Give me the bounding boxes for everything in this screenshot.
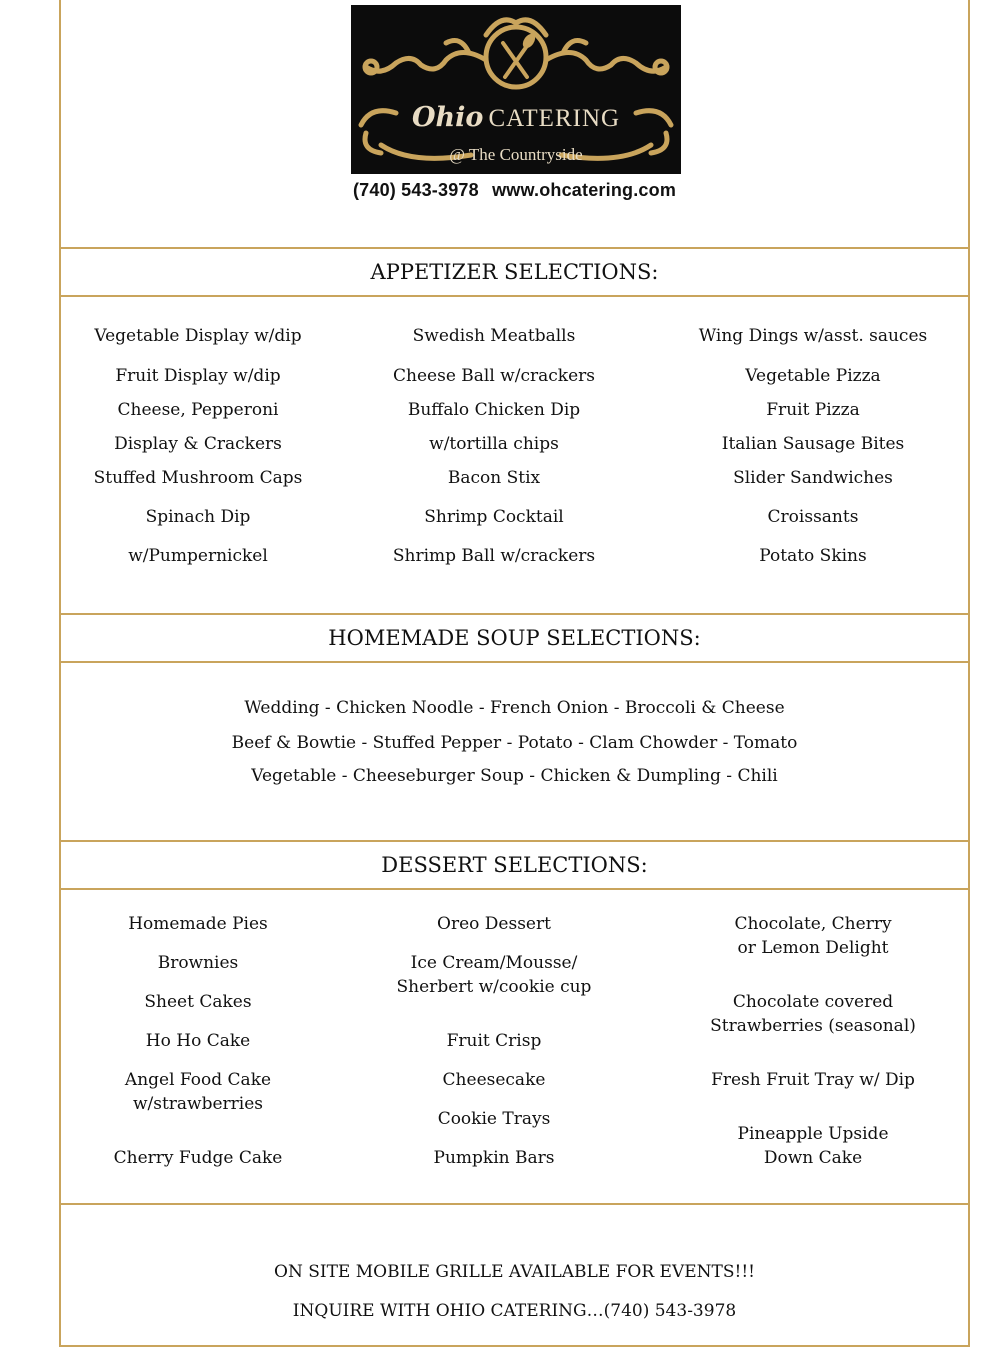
divider [61, 1203, 968, 1205]
divider [61, 295, 968, 297]
logo-brand [351, 102, 681, 133]
divider [61, 840, 968, 842]
menu-item: Ho Ho Cake [145, 1031, 251, 1051]
menu-item: Slider Sandwiches [733, 468, 893, 488]
menu-item: Wing Dings w/asst. sauces [698, 326, 928, 346]
menu-page [59, 0, 970, 1347]
logo-script: Ohio [411, 102, 484, 133]
menu-item: Homemade Pies [128, 914, 268, 934]
menu-item: Shrimp Ball w/crackers [392, 546, 596, 566]
menu-item: Brownies [157, 953, 239, 973]
soup-heading: HOMEMADE SOUP SELECTIONS: [328, 626, 701, 650]
menu-item: Oreo Dessert [437, 914, 551, 934]
ohio-catering-logo [351, 5, 681, 174]
menu-item: Vegetable Display w/dip [94, 326, 302, 346]
menu-item: Italian Sausage Bites [721, 434, 905, 454]
menu-item: Potato Skins [759, 546, 867, 566]
appetizer-heading: APPETIZER SELECTIONS: [370, 260, 659, 284]
menu-item: Cheesecake [442, 1070, 546, 1090]
menu-item: Ice Cream/Mousse/ Sherbert w/cookie cup [396, 953, 592, 997]
menu-item: Angel Food Cake w/strawberries [124, 1070, 272, 1114]
menu-item: w/Pumpernickel [128, 546, 268, 566]
menu-item: Shrimp Cocktail [424, 507, 564, 527]
menu-item: Pineapple Upside Down Cake [737, 1124, 889, 1168]
phone-number: (740) 543-3978 [352, 180, 479, 200]
menu-item: Vegetable Pizza [745, 366, 881, 386]
soup-line: Vegetable - Cheeseburger Soup - Chicken & Dumpling - Chili [251, 766, 778, 786]
inquire-notice: INQUIRE WITH OHIO CATERING…(740) 543-3978 [292, 1301, 737, 1321]
menu-item: Display & Crackers [114, 434, 282, 454]
menu-item: Fresh Fruit Tray w/ Dip [711, 1070, 915, 1090]
menu-item: w/tortilla chips [429, 434, 559, 454]
soup-line: Beef & Bowtie - Stuffed Pepper - Potato - Clam Chowder - Tomato [231, 733, 798, 753]
logo-tagline: @ The Countryside [449, 145, 583, 164]
menu-item: Stuffed Mushroom Caps [93, 468, 303, 488]
menu-item: Spinach Dip [145, 507, 251, 527]
logo-word: CATERING [488, 105, 621, 132]
menu-item: Chocolate, Cherry or Lemon Delight [734, 914, 892, 958]
dessert-heading: DESSERT SELECTIONS: [381, 853, 648, 877]
menu-item: Cherry Fudge Cake [113, 1148, 283, 1168]
menu-item: Swedish Meatballs [412, 326, 576, 346]
grille-notice: ON SITE MOBILE GRILLE AVAILABLE FOR EVENTS!!! [274, 1262, 755, 1282]
menu-item: Buffalo Chicken Dip [407, 400, 581, 420]
website-link[interactable]: www.ohcatering.com [492, 180, 677, 200]
divider [61, 247, 968, 249]
menu-item: Cookie Trays [437, 1109, 551, 1129]
divider [61, 888, 968, 890]
menu-item: Bacon Stix [447, 468, 541, 488]
menu-item: Fruit Display w/dip [115, 366, 281, 386]
divider [61, 661, 968, 663]
menu-item: Cheese Ball w/crackers [393, 366, 595, 386]
menu-item: Cheese, Pepperoni [117, 400, 279, 420]
menu-item: Croissants [767, 507, 859, 527]
menu-item: Fruit Pizza [766, 400, 860, 420]
soup-line: Wedding - Chicken Noodle - French Onion - Broccoli & Cheese [244, 698, 785, 718]
contact-line [61, 180, 968, 201]
menu-item: Sheet Cakes [144, 992, 252, 1012]
menu-item: Fruit Crisp [446, 1031, 542, 1051]
divider [61, 613, 968, 615]
menu-item: Pumpkin Bars [433, 1148, 555, 1168]
menu-item: Chocolate covered Strawberries (seasonal) [710, 992, 916, 1036]
